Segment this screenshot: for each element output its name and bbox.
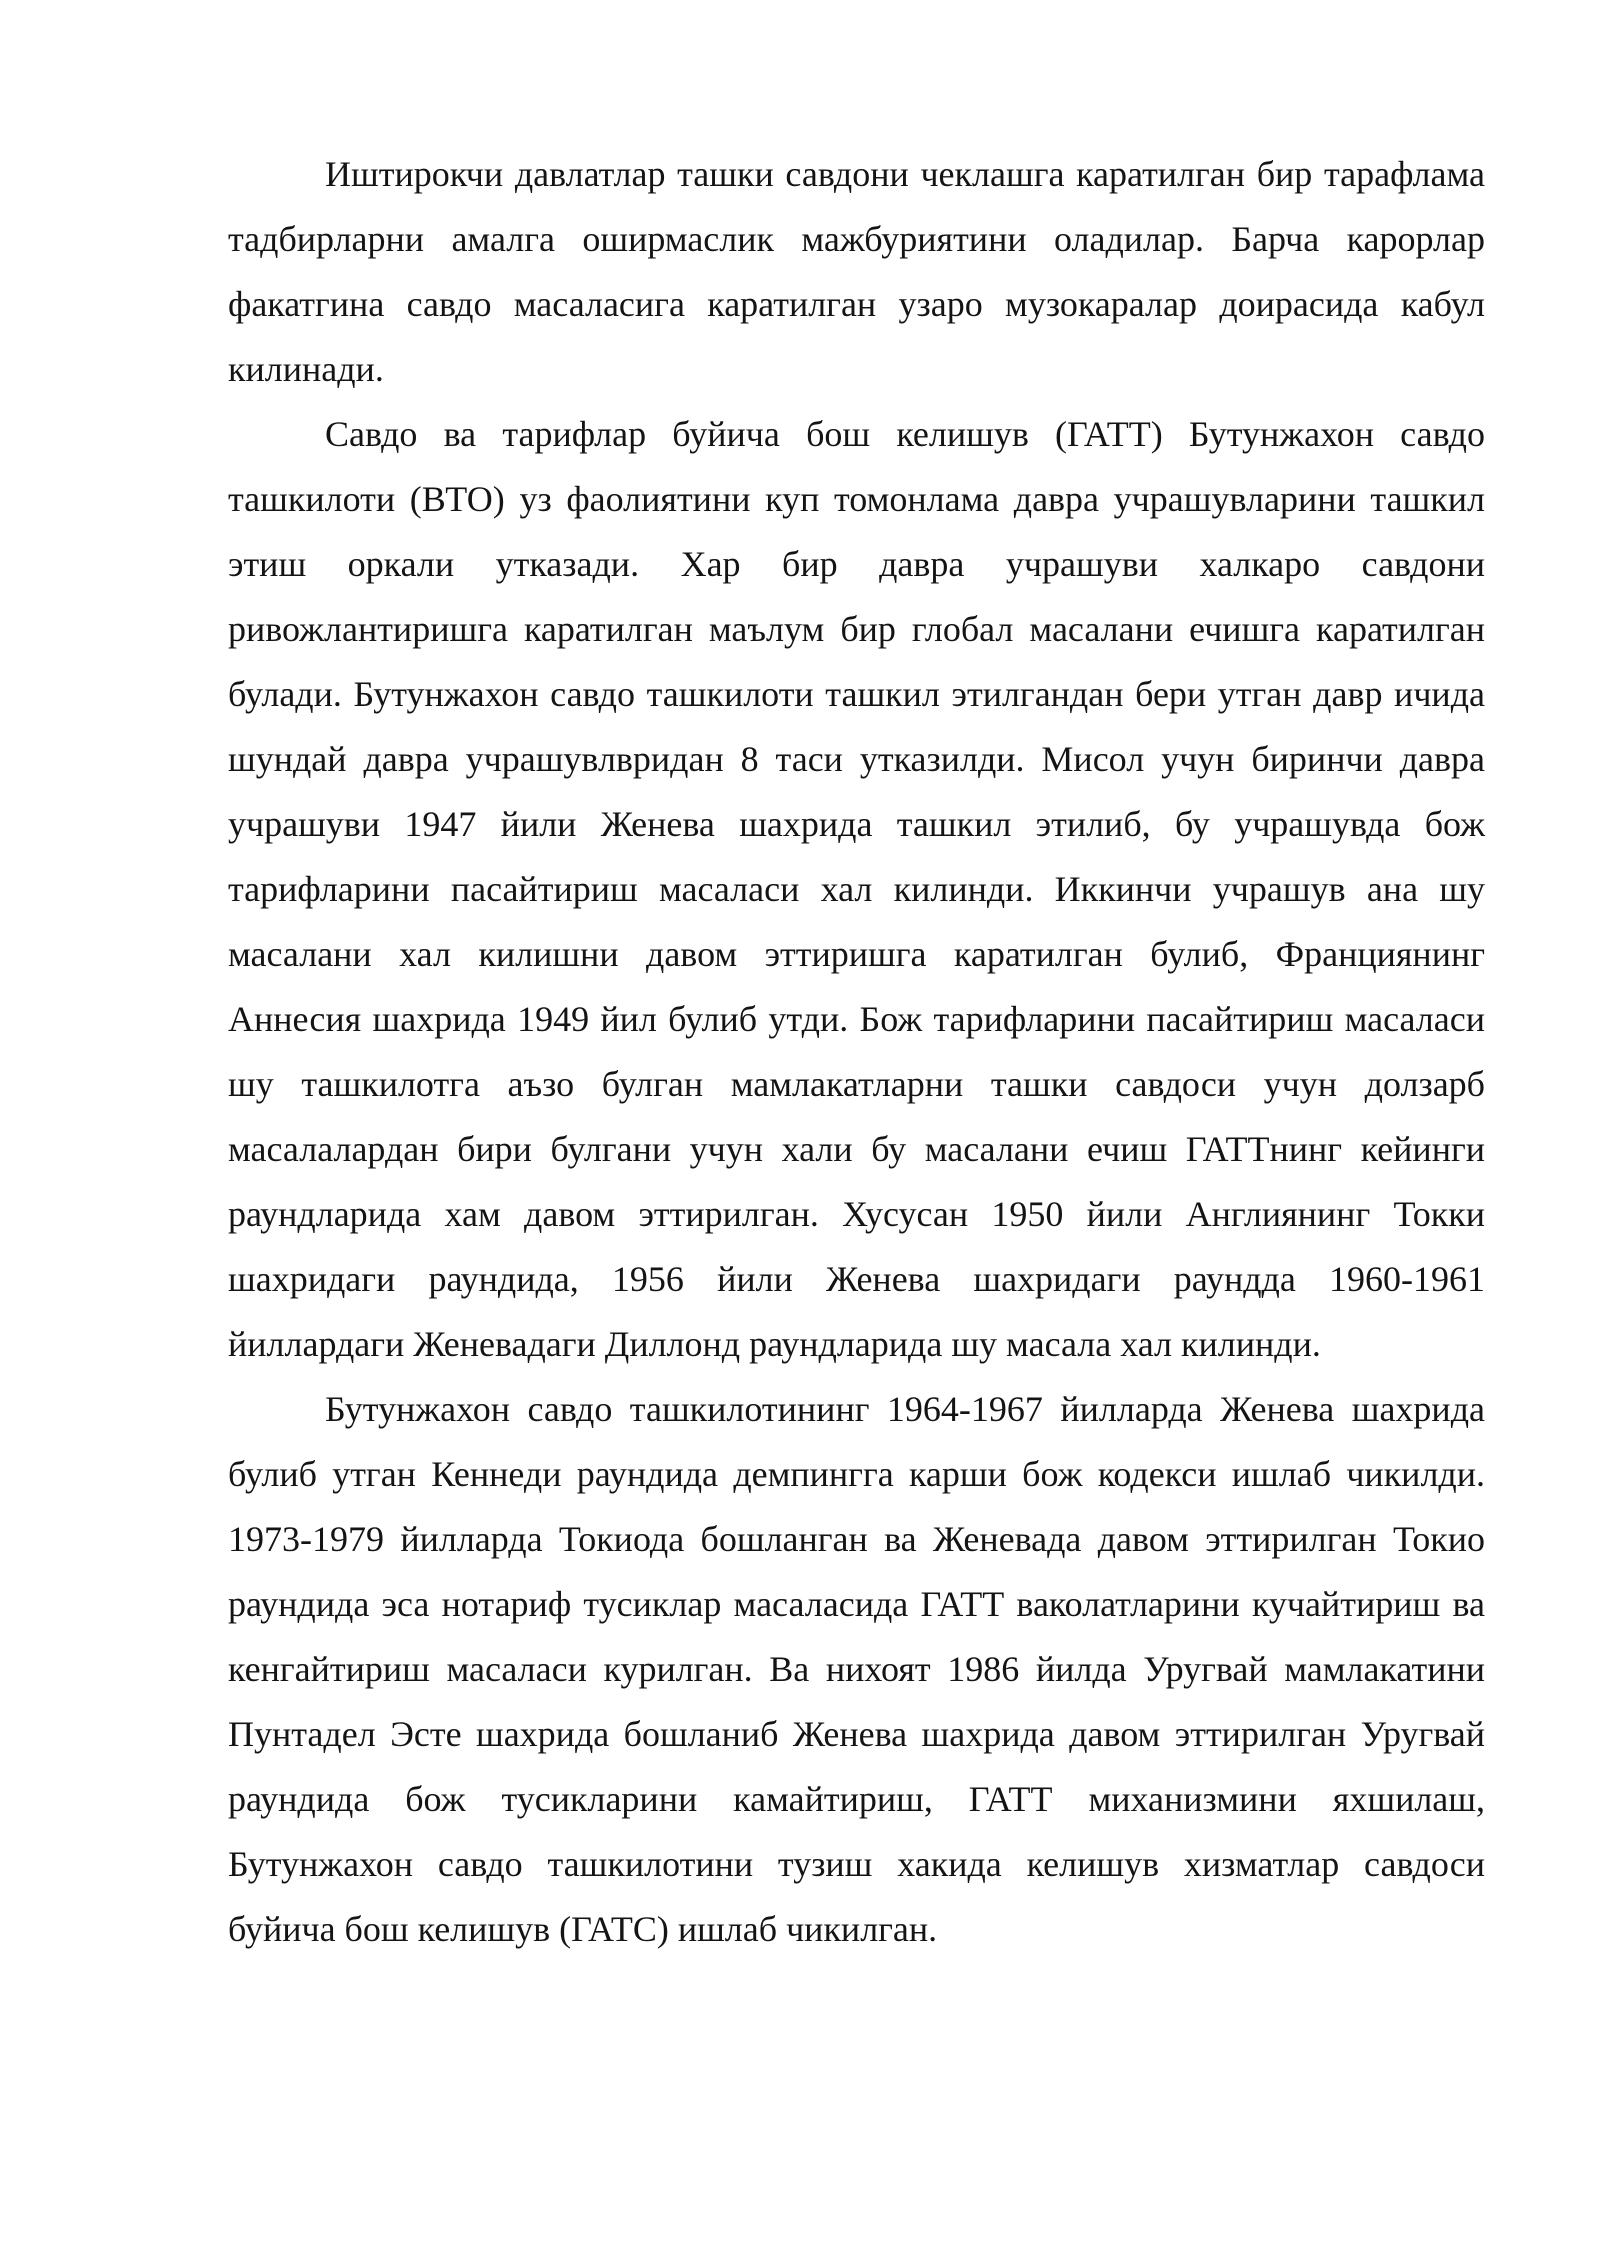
paragraph-2: Савдо ва тарифлар буйича бош келишув (ГАТТ) Бутунжахон савдо ташкилоти (ВТО) уз фаолиятини куп томонлама давра учрашувларини ташкил этиш оркали утказади. Хар бир давра учрашуви халкаро савдони ривожлантиришга каратилган маълум бир глобал масалани ечишга каратилган булади. Бутунжахон савдо ташкилоти ташкил этилгандан бери утган давр ичида шундай давра учрашувлвридан 8 таси утказилди. Мисол учун биринчи давра учрашуви 1947 йили Женева шахрида ташкил этилиб, бу учрашувда бож тарифларини пасайтириш масаласи хал килинди. Иккинчи учрашув ана шу масалани хал килишни давом эттиришга каратилган булиб, Франциянинг Аннесия шахрида 1949 йил булиб утди. Бож тарифларини пасайтириш масаласи шу ташкилотга аъзо булган мамлакатларни ташки савдоси учун долзарб масалалардан бири булгани учун хали бу масалани ечиш ГАТТнинг кейинги раундларида хам давом эттирилган. Хусусан 1950 йили Англиянинг Токки шахридаги раундида, 1956 йили Женева шахридаги раундда 1960-1961 йиллардаги Женевадаги Диллонд раундларида шу масала хал килинди. xyxy=(228,414,1485,1364)
paragraph-3: Бутунжахон савдо ташкилотининг 1964-1967 йилларда Женева шахрида булиб утган Кеннеди раундида демпингга карши бож кодекси ишлаб чикилди. 1973-1979 йилларда Токиода бошланган ва Женевада давом эттирилган Токио раундида эса нотариф тусиклар масаласида ГАТТ ваколатларини кучайтириш ва кенгайтириш масаласи курилган. Ва нихоят 1986 йилда Уругвай мамлакатини Пунтадел Эсте шахрида бошланиб Женева шахрида давом эттирилган Уругвай раундида бож тусикларини камайтириш, ГАТТ миханизмини яхшилаш, Бутунжахон савдо ташкилотини тузиш хакида келишув хизматлар савдоси буйича бош келишув (ГАТС) ишлаб чикилган. xyxy=(228,1389,1485,1949)
paragraph-1: Иштирокчи давлатлар ташки савдони чеклашга каратилган бир тарафлама тадбирларни амалга оширмаслик мажбуриятини оладилар. Барча карорлар факатгина савдо масаласига каратилган узаро музокаралар доирасида кабул килинади. xyxy=(228,154,1485,389)
document-body xyxy=(228,142,1485,1962)
